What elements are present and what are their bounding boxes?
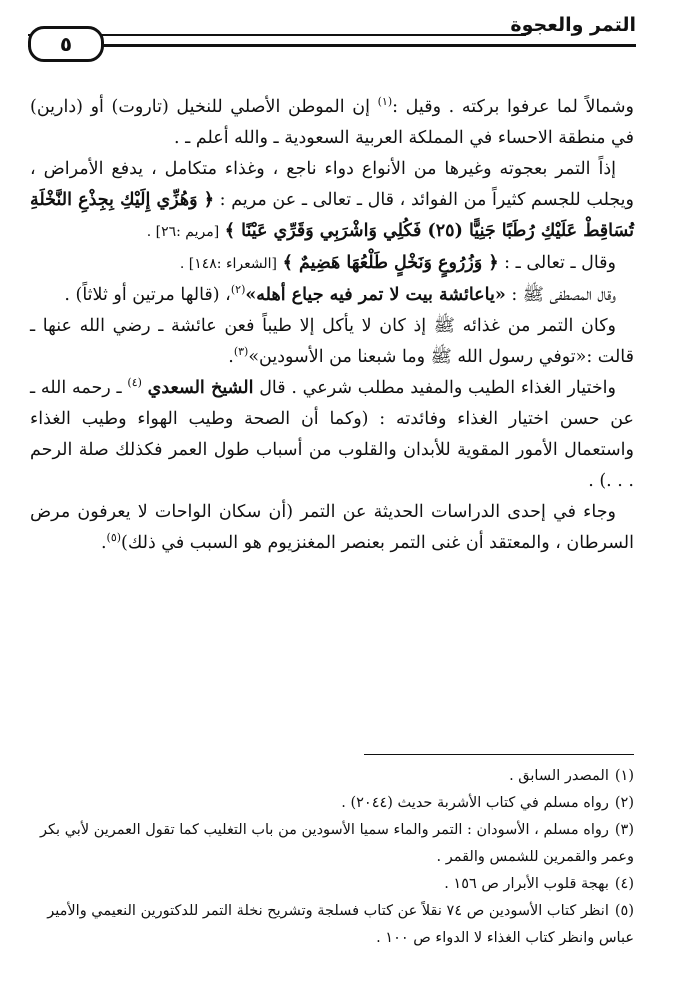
footnote-number: (٤) — [614, 876, 634, 892]
footnote-1 — [30, 763, 634, 790]
footnote-separator — [364, 754, 634, 755]
paragraph-4 — [30, 280, 634, 311]
p1-text-cont: إن الموطن الأصلي للنخيل (تاروت) أو (دارين) في منطقة الاحساء في المملكة العربية السعودية ـ والله أعلم ـ . — [30, 97, 634, 148]
p1-text: وشمالاً لما عرفوا بركته . وقيل : — [392, 97, 634, 117]
footnote-number: (٢) — [614, 795, 634, 811]
hadith-aisha: «ياعائشة بيت لا تمر فيه جياع أهله» — [245, 285, 506, 305]
footnote-ref-2: (٢) — [230, 283, 246, 297]
p6-text-cont: ـ رحمه الله ـ عن حسن اختيار الغذاء وفائدته : (وكما أن الصحة وطيب الهواء وطيب الغذاء واستعمال الأمور المقوية للأبدان والقلوب من أسباب طول العمر فكذلك صلة الرحم . . .) . — [30, 378, 634, 491]
p2-text: إذاً التمر بعجوته وغيرها من الأنواع دواء ناجع ، وغذاء متكامل ، يدفع الأمراض ، ويجلب للجسم كثيراً من الفوائد ، قال ـ تعالى ـ عن مريم : — [30, 159, 634, 210]
p7-text: وجاء في إحدى الدراسات الحديثة عن التمر (أن سكان الواحات لا يعرفون مرض السرطان ، والمعتقد أن غنى التمر بعنصر المغنزيوم هو السبب في ذلك) — [30, 502, 634, 553]
footnote-text: انظر كتاب الأسودين ص ٧٤ نقلاً عن كتاب فسلجة وتشريح نخلة التمر للدكتورين النعيمي والأمير عباس وانظر كتاب الغذاء لا الدواء ص ١٠٠ . — [47, 903, 634, 946]
p4-text: وقال المصطفى ﷺ : — [511, 285, 616, 305]
p6-text: واختيار الغذاء الطيب والمفيد مطلب شرعي . قال — [259, 378, 616, 398]
footnote-text: رواه مسلم ، الأسودان : التمر والماء سميا الأسودين من باب التغليب كما تقول العمرين لأبي بكر وعمر والقمرين للشمس والقمر . — [40, 822, 634, 865]
footnotes — [30, 763, 634, 952]
p5-text-cont: . — [228, 347, 234, 367]
main-text — [30, 92, 634, 559]
header-rule — [28, 44, 636, 47]
paragraph-5 — [30, 311, 634, 373]
paragraph-1 — [30, 92, 634, 154]
scholar-name: الشيخ السعدي — [147, 378, 254, 398]
footnote-ref-3: (٣) — [233, 345, 249, 359]
p7-text-cont: . — [100, 533, 107, 553]
hadith-aswadain: «توفي رسول الله ﷺ وما شبعنا من الأسودين» — [248, 347, 587, 367]
page-number: ٥ — [28, 26, 104, 62]
footnote-3 — [30, 817, 634, 871]
footnote-4 — [30, 871, 634, 898]
p5-text: وكان التمر من غذائه ﷺ إذ كان لا يأكل إلا طيباً فعن عائشة ـ رضي الله عنها ـ قالت : — [30, 316, 634, 367]
quran-ref-maryam: [مريم :٢٦] . — [146, 224, 220, 240]
paragraph-2 — [30, 154, 634, 248]
paragraph-7 — [30, 497, 634, 559]
footnote-number: (٣) — [614, 822, 634, 838]
footnote-text: بهجة قلوب الأبرار ص ١٥٦ . — [444, 876, 609, 892]
footnote-2 — [30, 790, 634, 817]
footnote-text: رواه مسلم في كتاب الأشربة حديث (٢٠٤٤) . — [341, 795, 609, 811]
paragraph-3 — [30, 248, 634, 280]
p4-text-cont: ، (قالها مرتين أو ثلاثاً) . — [64, 285, 231, 305]
footnote-text: المصدر السابق . — [509, 768, 609, 784]
p3-text: وقال ـ تعالى ـ : — [504, 253, 616, 273]
footnote-ref-4: (٤) — [127, 376, 142, 390]
running-title: التمر والعجوة — [510, 14, 636, 36]
footnote-number: (٥) — [614, 903, 634, 919]
paragraph-6 — [30, 373, 634, 497]
quran-verse-maryam: ﴿ وَهُزِّي إِلَيْكِ بِجِذْعِ النَّخْلَةِ تُسَاقِطْ عَلَيْكِ رُطَبًا جَنِيًّا (٢٥) فَكُلِي وَاشْرَبِي وَقَرِّي عَيْنًا ﴾ — [30, 190, 634, 241]
footnote-5 — [30, 898, 634, 952]
page-header — [28, 4, 636, 62]
footnote-ref-1: (١) — [377, 95, 393, 109]
footnote-ref-5: (٥) — [106, 531, 122, 545]
quran-verse-shuara: ﴿ وَزُرُوعٍ وَنَخْلٍ طَلْعُهَا هَضِيمٌ ﴾ — [282, 253, 499, 273]
quran-ref-shuara: [الشعراء :١٤٨] . — [179, 256, 278, 272]
footnote-number: (١) — [614, 768, 634, 784]
